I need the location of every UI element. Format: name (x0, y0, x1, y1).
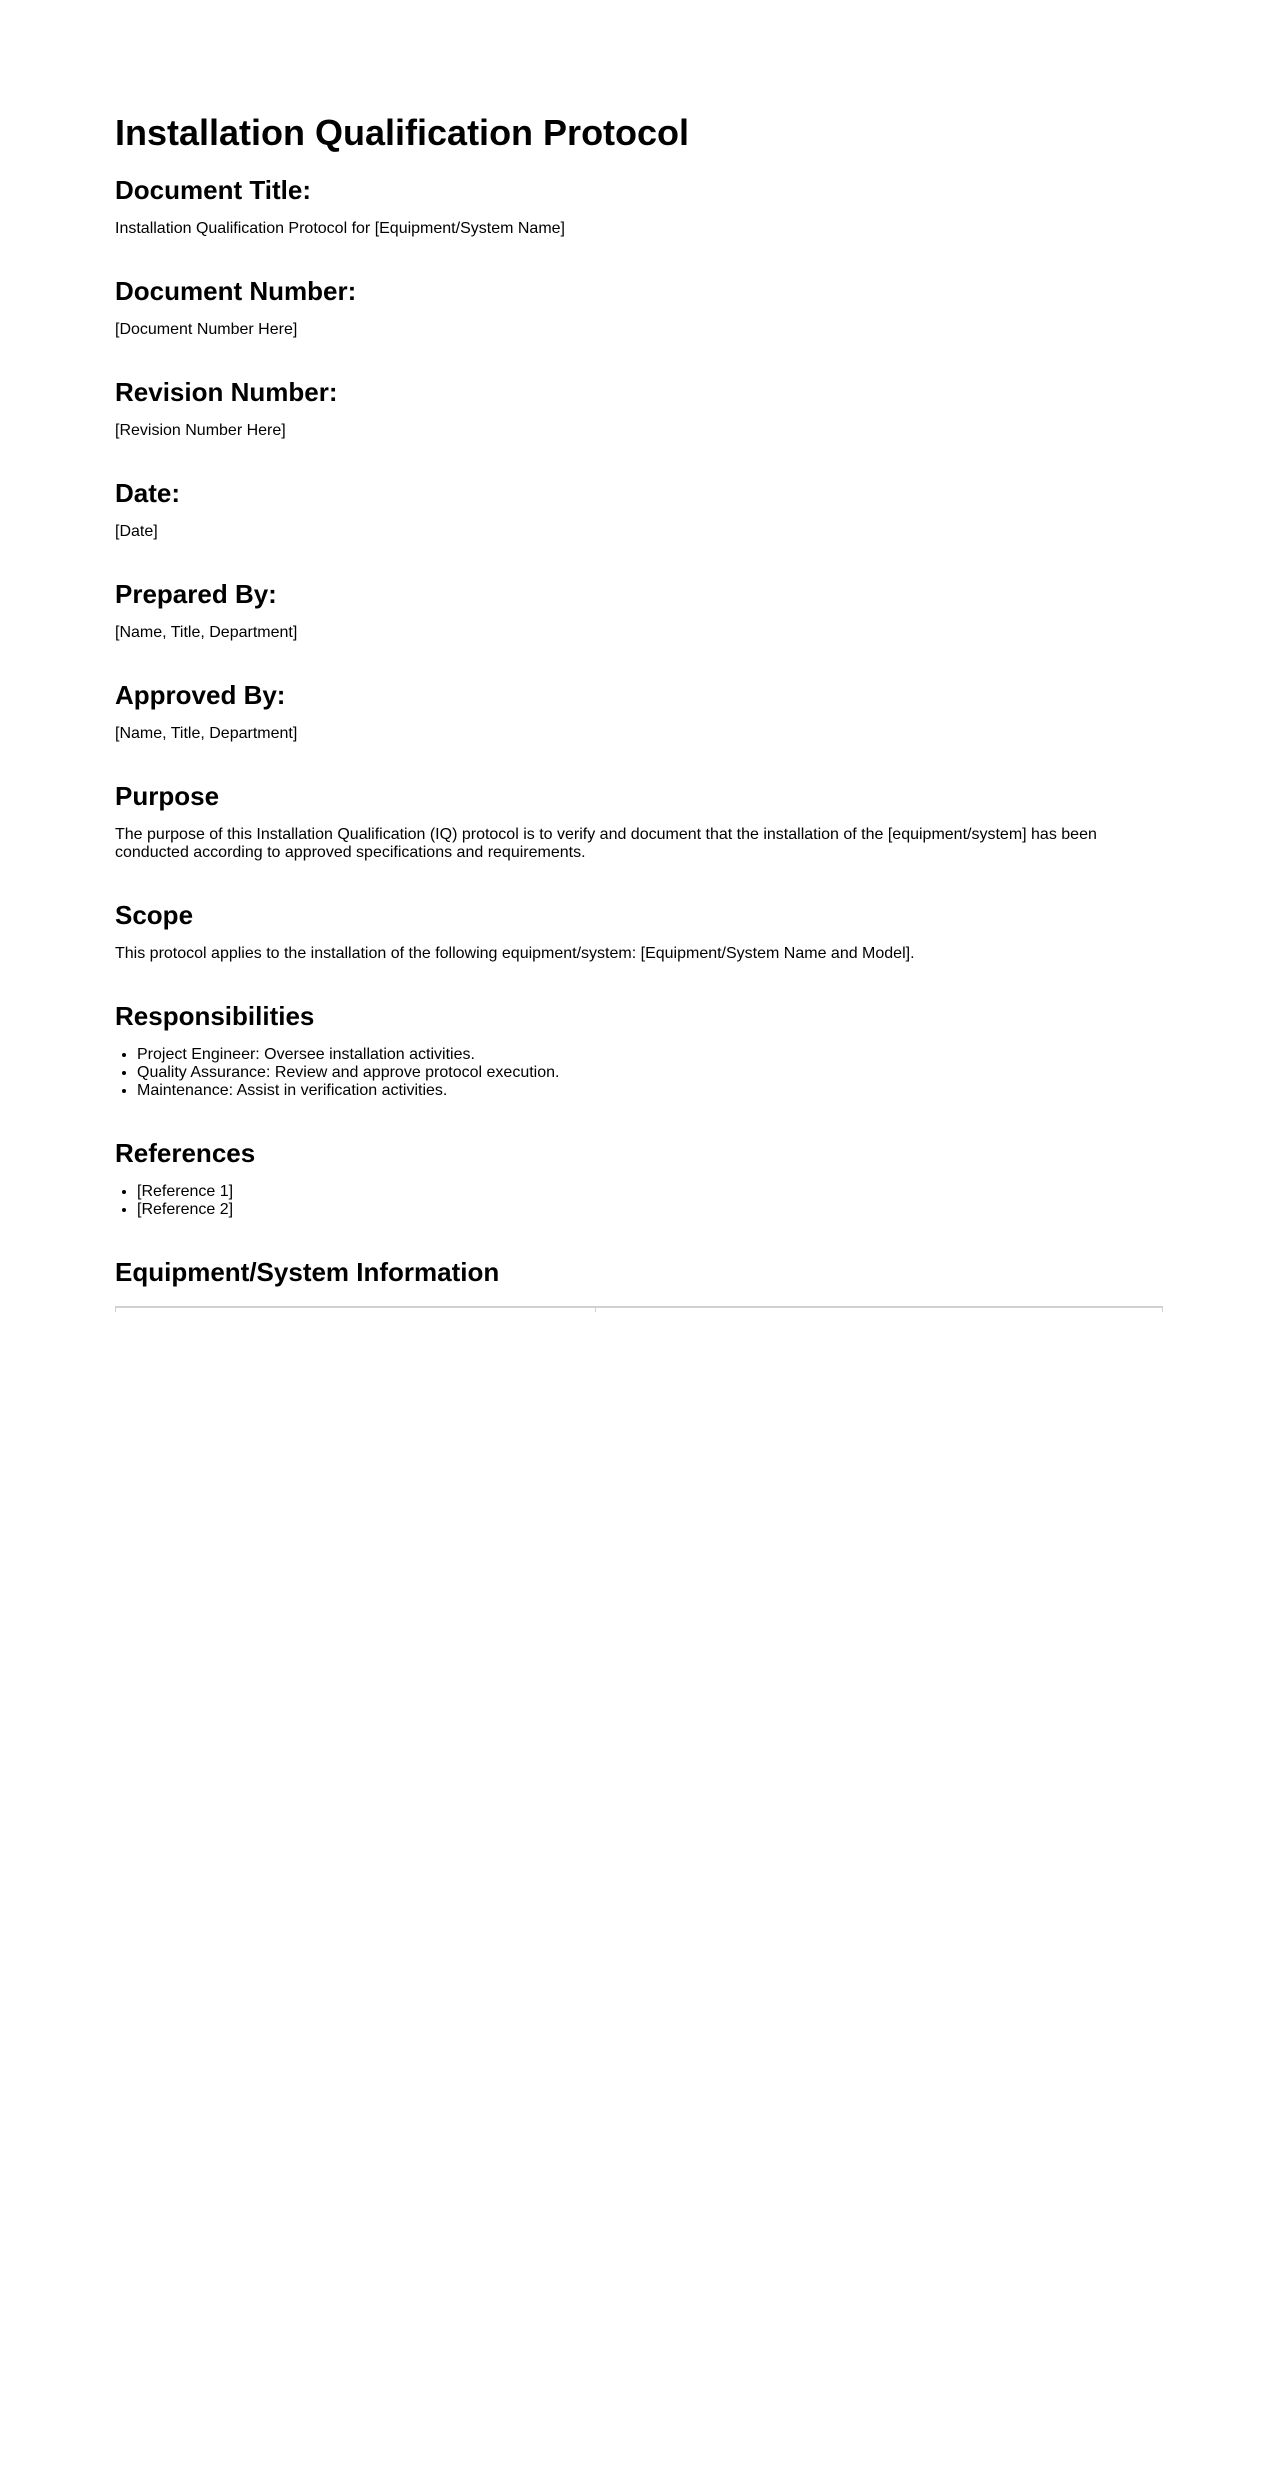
list-item: • [Reference 1] (137, 1183, 1163, 1201)
revision-number-value: [Revision Number Here] (115, 422, 286, 439)
references-list (115, 1183, 1163, 1219)
responsibilities-heading: Responsibilities (115, 1001, 315, 1031)
document-number-value: [Document Number Here] (115, 321, 298, 338)
table-left-border (115, 1308, 116, 1312)
list-item: • Maintenance: Assist in verification activities. (137, 1082, 1163, 1100)
purpose-text: The purpose of this Installation Qualification (IQ) protocol is to verify and document that the installation of the [equipment/system] has been conducted according to approved specifications and requirements. (115, 826, 1097, 861)
prepared-by-value: [Name, Title, Department] (115, 624, 298, 641)
page-title: Installation Qualification Protocol (115, 112, 690, 153)
date-value: [Date] (115, 523, 158, 540)
prepared-by-heading: Prepared By: (115, 579, 277, 609)
revision-number-heading: Revision Number: (115, 377, 338, 407)
list-item: • Quality Assurance: Review and approve protocol execution. (137, 1064, 1163, 1082)
purpose-heading: Purpose (115, 781, 220, 811)
approved-by-value: [Name, Title, Department] (115, 725, 298, 742)
responsibilities-list (115, 1046, 1163, 1100)
equipment-info-table (115, 1306, 1163, 1312)
table-column-divider (595, 1308, 596, 1312)
scope-heading: Scope (115, 900, 194, 930)
date-heading: Date: (115, 478, 181, 508)
document-number-heading: Document Number: (115, 276, 357, 306)
scope-text: This protocol applies to the installation of the following equipment/system: [Equipment/System Name and Model]. (115, 945, 915, 962)
document (115, 113, 1163, 1312)
list-item: • Project Engineer: Oversee installation activities. (137, 1046, 1163, 1064)
document-title-value: Installation Qualification Protocol for [Equipment/System Name] (115, 220, 565, 237)
list-item: • [Reference 2] (137, 1201, 1163, 1219)
document-title-heading: Document Title: (115, 175, 311, 205)
approved-by-heading: Approved By: (115, 680, 286, 710)
references-heading: References (115, 1138, 256, 1168)
equipment-info-heading: Equipment/System Information (115, 1257, 500, 1287)
table-right-border (1162, 1308, 1163, 1312)
